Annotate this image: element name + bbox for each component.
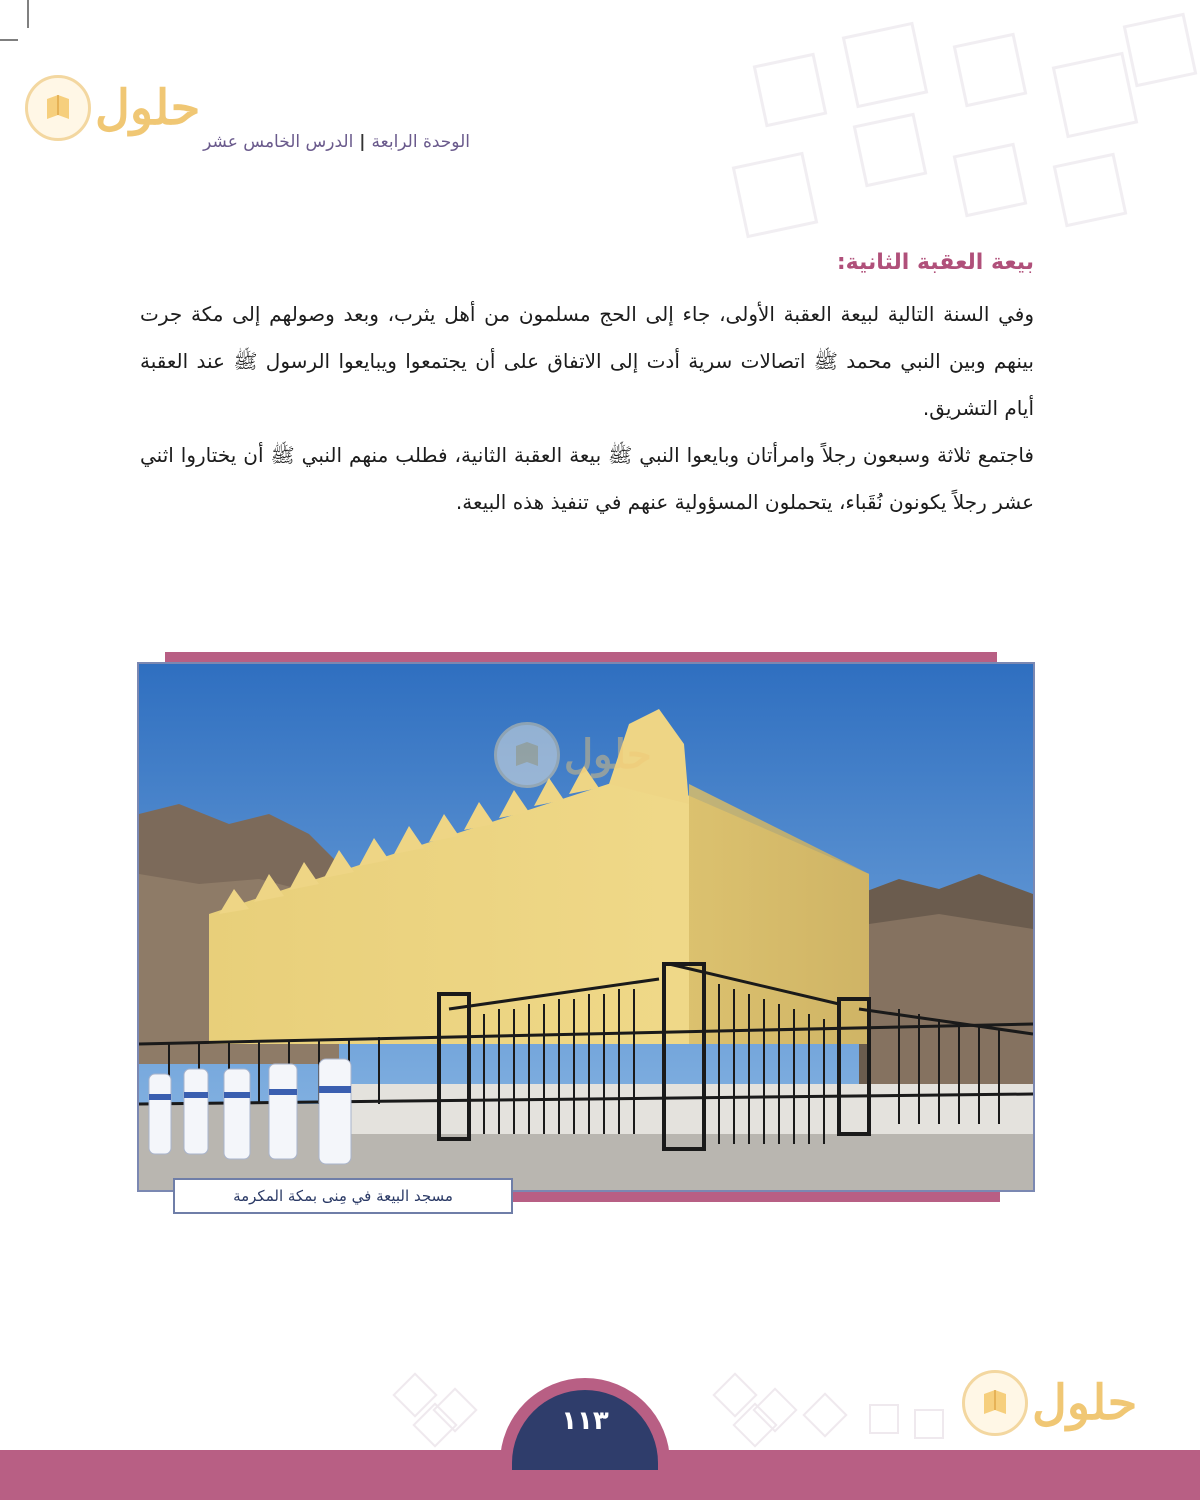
figure-caption: مسجد البيعة في مِنى بمكة المكرمة [173, 1178, 513, 1214]
breadcrumb-unit: الوحدة الرابعة [371, 132, 470, 152]
logo-wordmark: حلول [1032, 1375, 1138, 1431]
logo-watermark [494, 722, 652, 788]
paragraph-1: وفي السنة التالية لبيعة العقبة الأولى، جاء إلى الحج مسلمون من أهل يثرب، وبعد وصولهم إلى مكة جرت بينهم وبين النبي محمد ﷺ اتصالات سرية أدت إلى الاتفاق على أن يجتمعوا ويبايعوا الرسول ﷺ عند العقبة أيام التشريق. [140, 302, 1034, 420]
book-icon [962, 1370, 1028, 1436]
logo-bottom [962, 1370, 1137, 1436]
page-number: ١١٣ [512, 1390, 658, 1470]
paragraph-2: فاجتمع ثلاثة وسبعون رجلاً وامرأتان وبايعوا النبي ﷺ بيعة العقبة الثانية، فطلب منهم النبي ﷺ أن يختاروا اثني عشر رجلاً يكونون نُقَباء، يتحملون المسؤولية عنهم في تنفيذ هذه البيعة. [140, 443, 1034, 514]
book-icon [25, 75, 91, 141]
logo-wordmark: حلول [564, 731, 652, 778]
figure-bottom-band [500, 1192, 1000, 1202]
breadcrumb [140, 132, 470, 152]
breadcrumb-lesson: الدرس الخامس عشر [203, 132, 354, 152]
lesson-content [140, 245, 1034, 526]
breadcrumb-separator: | [359, 132, 366, 152]
book-icon [494, 722, 560, 788]
logo-wordmark: حلول [95, 80, 201, 136]
section-heading: بيعة العقبة الثانية: [836, 250, 1034, 275]
